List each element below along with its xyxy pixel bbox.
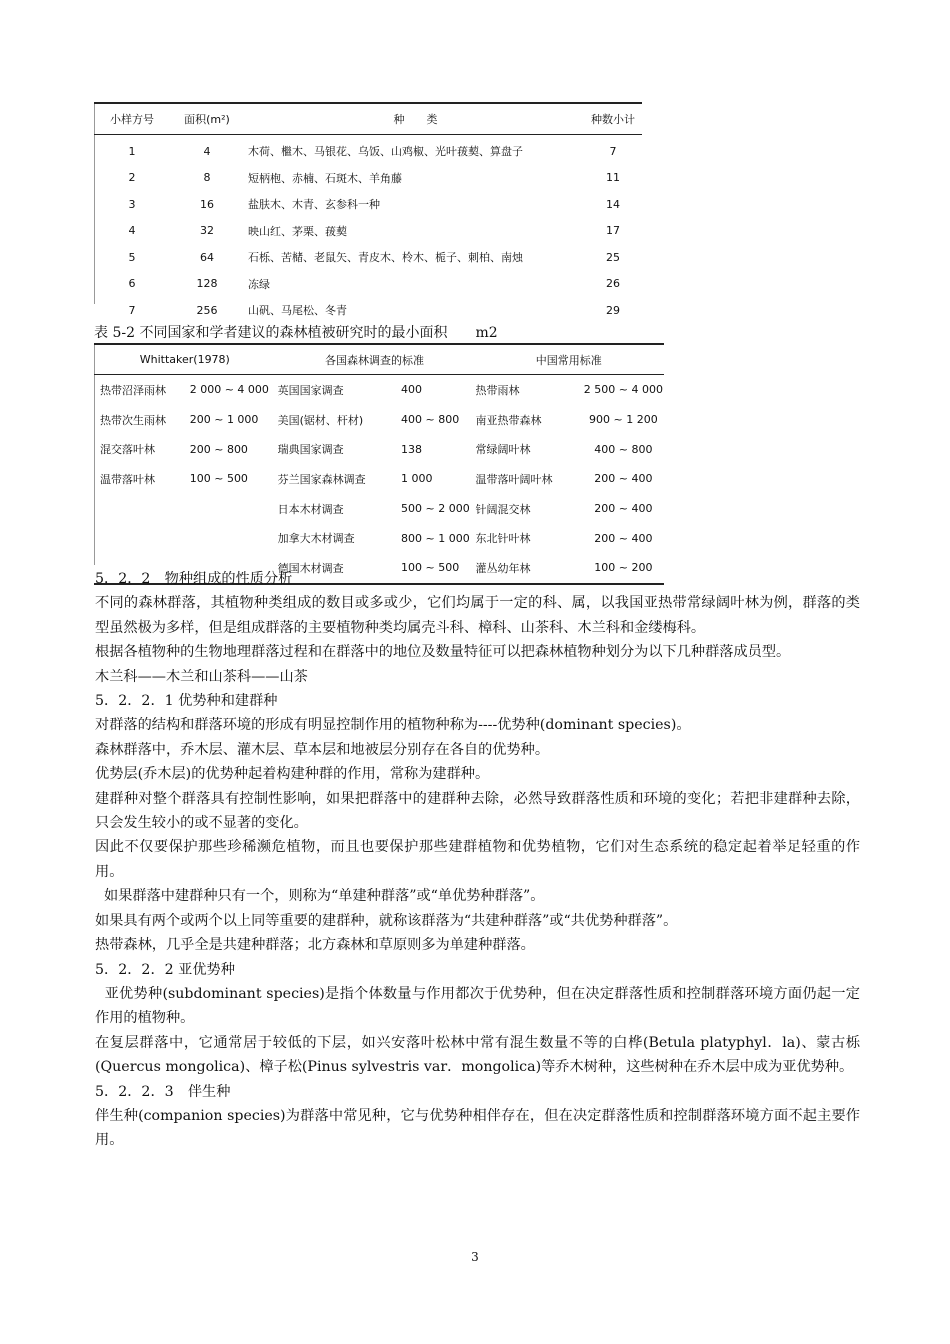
table-cell: 4: [128, 224, 136, 238]
table-cell: 南亚热带森林: [475, 413, 542, 427]
header-quadrat-no: 小样方号: [94, 103, 170, 135]
caption-unit: m2: [475, 325, 498, 341]
table-cell: 7: [609, 144, 617, 158]
header-china-standard: 中国常用标准: [474, 344, 665, 375]
header-species: 种 类: [244, 103, 584, 135]
table-cell: 100 ~ 500: [189, 472, 248, 486]
table-cell: 128: [196, 277, 218, 291]
table-cell: 400 ~ 800: [401, 413, 460, 427]
table-row: [94, 297, 642, 324]
table-cell: 400 ~ 800: [594, 442, 653, 456]
table-cell: 400: [401, 383, 423, 397]
section-heading: 5．2．2．2 亚优势种: [95, 961, 235, 978]
table-row: [94, 271, 642, 298]
paragraph: 对群落的结构和群落环境的形成有明显控制作用的植物种称为----优势种(dominant species)。: [95, 717, 691, 734]
paragraph: 在复层群落中，它通常居于较低的下层，如兴安落叶松林中常有混生数量不等的白桦(Betula platyphyl．la)、蒙古栎(Quercus mongolica)、樟子松(Pinus sylvestris var．mongolica)等乔木树种，这些树种在乔木层中成为亚优势种。: [95, 1034, 860, 1076]
paragraph: 优势层(乔木层)的优势种起着构建种群的作用，常称为建群种。: [95, 766, 490, 783]
table-cell: 14: [606, 197, 620, 211]
table-row: [94, 218, 642, 245]
table-cell: 200 ~ 400: [594, 472, 653, 486]
table-cell: 25: [606, 250, 620, 264]
section-heading: 5．2．2．3 伴生种: [95, 1083, 231, 1100]
table-cell: 256: [196, 303, 218, 317]
header-whittaker: Whittaker(1978): [94, 344, 276, 375]
table-cell: 4: [203, 144, 211, 158]
paragraph: 因此不仅要保护那些珍稀濒危植物，而且也要保护那些建群植物和优势植物，它们对生态系统的稳定起着举足轻重的作用。: [95, 839, 860, 880]
table-cell: 德国木材调查: [276, 553, 400, 584]
table-cell: 1: [128, 144, 136, 158]
table-cell: 温带落叶林: [100, 472, 155, 486]
table-cell: [189, 523, 276, 553]
table-row: [94, 135, 642, 165]
table-cell: 针阔混交林: [475, 502, 531, 516]
paragraph: 森林群落中，乔木层、灌木层、草本层和地被层分别存在各自的优势种。: [95, 741, 550, 758]
table-cell: 混交落叶林: [100, 443, 155, 457]
caption-text: 表 5-2 不同国家和学者建议的森林植被研究时的最小面积: [94, 325, 448, 341]
table-cell: 17: [606, 224, 620, 238]
table-cell: 东北针叶林: [475, 532, 531, 546]
table-cell: 映山红、茅栗、菝葜: [248, 224, 347, 238]
table-cell: 1 000: [401, 472, 433, 486]
table-cell: 英国国家调查: [277, 383, 344, 397]
paragraph: 不同的森林群落，其植物种类组成的数目或多或少，它们均属于一定的科、属，以我国亚热带常绿阔叶林为例，群落的类型虽然极为多样，但是组成群落的主要植物种类均属壳斗科、樟科、山茶科、木兰科和金缕梅科。: [95, 595, 860, 636]
header-species-count: 种数小计: [584, 103, 642, 135]
paragraph: 木兰科——木兰和山茶科——山茶: [95, 668, 308, 685]
paragraph: 建群种对整个群落具有控制性影响，如果把群落中的建群种去除，必然导致群落性质和环境的变化；若把非建群种去除，只会发生较小的或不显著的变化。: [95, 790, 860, 832]
table-cell: 500 ~ 2 000: [401, 502, 470, 516]
table-cell: 热带沼泽雨林: [100, 383, 166, 397]
table-cell: 温带落叶阔叶林: [475, 472, 553, 486]
table-cell: 100 ~ 500: [400, 553, 473, 584]
table-cell: 8: [203, 171, 211, 185]
minimum-area-table: [94, 343, 664, 585]
table-cell: 64: [200, 250, 214, 264]
table-cell: 常绿阔叶林: [475, 443, 531, 457]
table-cell: 200 ~ 1 000: [189, 413, 259, 427]
table-cell: 16: [200, 197, 214, 211]
section-heading: 5．2．2．1 优势种和建群种: [95, 693, 278, 710]
table-cell: 900 ~ 1 200: [589, 413, 658, 427]
paragraph: 伴生种(companion species)为群落中常见种，它与优势种相伴存在，但在决定群落性质和控制群落环境方面不起主要作用。: [95, 1107, 860, 1149]
table-cell: 2 500 ~ 4 000: [583, 383, 663, 397]
table-cell: 瑞典国家调查: [277, 443, 344, 457]
table-cell: 200 ~ 400: [594, 502, 653, 516]
table-cell: 冻绿: [248, 277, 270, 291]
table-cell: 3: [128, 197, 136, 211]
table-cell: 200 ~ 400: [594, 531, 653, 545]
table-cell: 热带雨林: [475, 383, 520, 397]
body-text: [95, 567, 860, 1153]
table-row: [94, 191, 642, 218]
table-header-row: [94, 344, 664, 375]
table-cell: 木荷、檵木、马银花、乌饭、山鸡椒、光叶菝葜、算盘子: [248, 145, 523, 159]
table-cell: 7: [128, 303, 136, 317]
paragraph: 如果群落中建群种只有一个，则称为“单建种群落”或“单优势种群落”。: [95, 888, 545, 905]
table-cell: 100 ~ 200: [583, 553, 664, 584]
table-cell: 200 ~ 800: [189, 442, 248, 456]
paragraph: 热带森林，几乎全是共建种群落；北方森林和草原则多为单建种群落。: [95, 937, 535, 954]
table-cell: 800 ~ 1 000: [401, 531, 470, 545]
table-cell: 2: [128, 171, 136, 185]
table-cell: 26: [606, 277, 620, 291]
paragraph: 亚优势种(subdominant species)是指个体数量与作用都次于优势种，但在决定群落性质和控制群落环境方面仍起一定作用的植物种。: [95, 985, 860, 1027]
table-row: [94, 405, 664, 435]
header-national-surveys: 各国森林调查的标准: [276, 344, 474, 375]
table-cell: 5: [128, 250, 136, 264]
page-number: 3: [471, 1250, 479, 1264]
table-cell: 石栎、苦槠、老鼠矢、青皮木、柃木、栀子、刺柏、南烛: [248, 251, 523, 265]
table-row: [94, 165, 642, 192]
table-cell: [94, 523, 189, 553]
header-area: 面积(m²): [170, 103, 244, 135]
table-cell: 6: [128, 277, 136, 291]
table-cell: 日本木材调查: [277, 502, 344, 516]
quadrat-species-table: [94, 102, 642, 324]
table-caption: [94, 322, 498, 342]
table-cell: 32: [200, 224, 214, 238]
table-row: [94, 494, 664, 524]
table-row: [94, 244, 642, 271]
table-row: [94, 464, 664, 494]
table-cell: [94, 494, 189, 524]
table-cell: 2 000 ~ 4 000: [189, 383, 269, 397]
table-cell: 138: [401, 442, 423, 456]
table-cell: 芬兰国家森林调查: [277, 472, 366, 486]
table-header-row: [94, 103, 642, 135]
table-cell: 11: [606, 171, 620, 185]
table-cell: 热带次生雨林: [100, 413, 166, 427]
section-heading: 5．2．2 物种组成的性质分析: [95, 571, 293, 587]
paragraph: 根据各植物种的生物地理群落过程和在群落中的地位及数量特征可以把森林植物种划分为以下几种群落成员型。: [95, 644, 791, 661]
table-cell: 29: [606, 303, 620, 317]
table-cell: 盐肤木、木青、玄参科一种: [248, 198, 380, 212]
table-cell: 美国(锯材、杆材): [277, 413, 364, 427]
table-cell: 灌丛幼年林: [474, 553, 583, 584]
paragraph: 如果具有两个或两个以上同等重要的建群种，就称该群落为“共建种群落”或“共优势种群落”。: [95, 912, 678, 929]
table-row: [94, 375, 664, 405]
table-cell: 短柄枹、赤楠、石斑木、羊角藤: [248, 171, 402, 185]
table-row: [94, 523, 664, 553]
table-cell: 山矾、马尾松、冬青: [248, 304, 347, 318]
table-cell: 加拿大木材调查: [277, 532, 355, 546]
table-cell: [189, 494, 276, 524]
table-row: [94, 434, 664, 464]
